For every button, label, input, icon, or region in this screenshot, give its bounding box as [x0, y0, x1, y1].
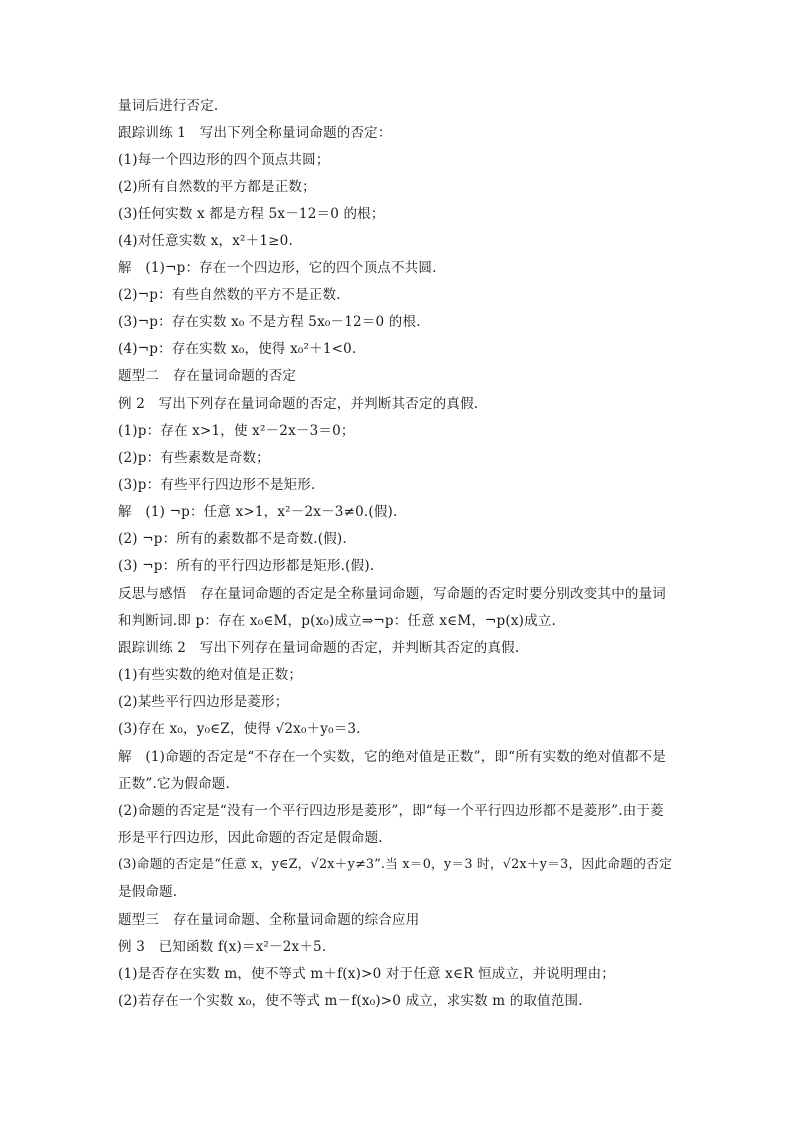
text-line: (2)若存在一个实数 x₀，使不等式 m－f(x₀)>0 成立，求实数 m 的取值范围. [118, 993, 583, 1009]
text-line: (2)某些平行四边形是菱形； [118, 694, 289, 710]
text-line: (3)p：有些平行四边形不是矩形. [118, 477, 316, 493]
text-line: 正数”.它为假命题. [118, 776, 230, 792]
text-line: (1)每一个四边形的四个顶点共圆； [118, 152, 330, 168]
text-line: (1)是否存在实数 m，使不等式 m＋f(x)>0 对于任意 x∈R 恒成立，并说明理由； [118, 966, 615, 982]
text-line: (4)对任意实数 x，x²＋1≥0. [118, 233, 293, 249]
text-line: (2)¬p：有些自然数的平方不是正数. [118, 287, 341, 303]
section-heading: 题型二 存在量词命题的否定 [118, 368, 297, 384]
text-line: (3)命题的否定是“任意 x，y∈Z，√2x＋y≠3”.当 x＝0，y＝3 时，√2x＋y＝3，因此命题的否定 [118, 857, 673, 872]
text-line: 形是平行四边形，因此命题的否定是假命题. [118, 830, 383, 846]
text-line: 解 (1) ¬p：任意 x>1，x²－2x－3≠0.(假). [118, 504, 398, 520]
text-line: 例 3 已知函数 f(x)＝x²－2x＋5. [118, 939, 327, 955]
text-line: 解 (1)¬p：存在一个四边形，它的四个顶点不共圆. [118, 260, 437, 276]
text-line: (3) ¬p：所有的平行四边形都是矩形.(假). [118, 558, 375, 574]
section-heading: 题型三 存在量词命题、全称量词命题的综合应用 [118, 912, 420, 928]
text-line: (1)有些实数的绝对值是正数； [118, 667, 303, 683]
text-line: 和判断词.即 p：存在 x₀∈M，p(x₀)成立⇒¬p：任意 x∈M，¬p(x)成立. [118, 613, 557, 629]
text-line: (2)p：有些素数是奇数； [118, 450, 270, 466]
text-line: (3)存在 x₀，y₀∈Z，使得 √2x₀＋y₀＝3. [118, 721, 361, 737]
text-line: (3)任何实数 x 都是方程 5x－12＝0 的根； [118, 206, 385, 222]
text-line: 是假命题. [118, 884, 178, 900]
text-line: (2)命题的否定是“没有一个平行四边形是菱形”，即“每一个平行四边形都不是菱形”.由于菱 [118, 803, 664, 819]
text-line: 例 2 写出下列存在量词命题的否定，并判断其否定的真假. [118, 396, 479, 412]
text-line: 反思与感悟 存在量词命题的否定是全称量词命题，写命题的否定时要分别改变其中的量词 [118, 586, 666, 602]
text-line: 解 (1)命题的否定是“不存在一个实数，它的绝对值是正数”，即“所有实数的绝对值都不是 [118, 749, 666, 765]
text-line: (2)所有自然数的平方都是正数； [118, 179, 316, 195]
text-line: 跟踪训练 2 写出下列存在量词命题的否定，并判断其否定的真假. [118, 640, 520, 656]
text-line: (3)¬p：存在实数 x₀ 不是方程 5x₀－12＝0 的根. [118, 314, 421, 330]
text-line: (1)p：存在 x>1，使 x²－2x－3＝0； [118, 423, 355, 439]
text-line: 跟踪训练 1 写出下列全称量词命题的否定： [118, 125, 392, 141]
text-line: 量词后进行否定. [118, 98, 219, 114]
text-line: (4)¬p：存在实数 x₀，使得 x₀²＋1<0. [118, 341, 357, 357]
text-line: (2) ¬p：所有的素数都不是奇数.(假). [118, 531, 347, 547]
